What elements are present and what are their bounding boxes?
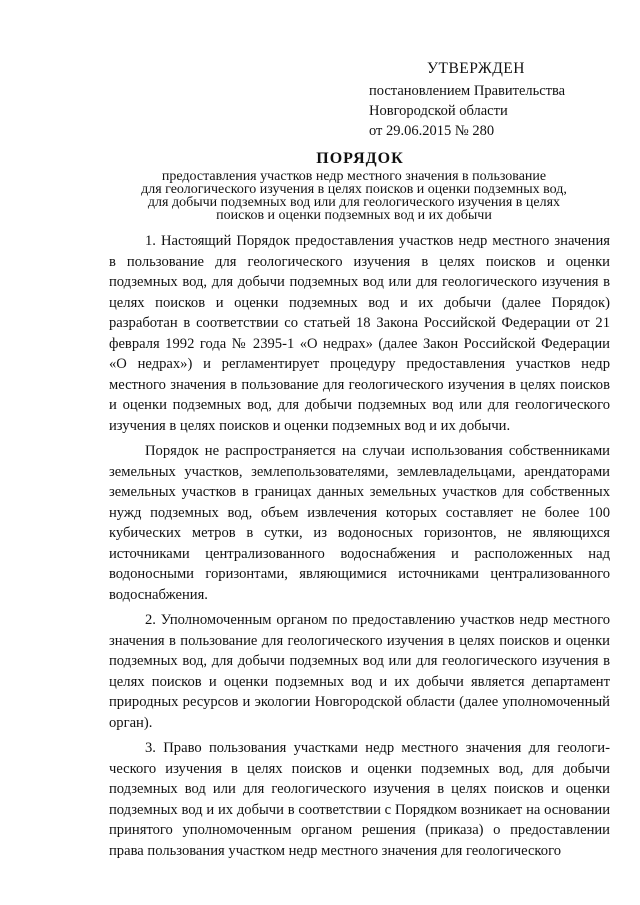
- subtitle-line: предоставления участков недр местного значения в пользование: [161, 169, 547, 184]
- paragraph-1-note: Порядок не распространяется на случаи использования собственниками земельных участков, землепользователями, землевладельцами, арендаторами земельных участков в границах данных земельных участков для собственных нужд подземных вод, объем извлечения которых составляет не более 100 кубических метров в сутки, из водоносных горизонтов, не являющихся источниками централизованного водоснабжения и расположенных над водоносными горизонтами, являющимися источниками централизованного водоснабжения.: [109, 443, 610, 603]
- document-title: ПОРЯДОК: [316, 150, 404, 167]
- approval-line: от 29.06.2015 № 280: [369, 123, 495, 139]
- subtitle-line: для геологического изучения в целях поисков и оценки подземных вод,: [141, 182, 567, 197]
- document-subtitle: [104, 170, 604, 222]
- paragraph-1: 1. Настоящий Порядок предоставления участков недр местного значения в пользование для геологического изучения в целях поисков и оценки подземных вод, для добычи подземных вод или для геологического изучения в целях поисков и оценки подземных вод и их добычи (далее Порядок) разработан в соответствии со статьей 18 Закона Российской Федерации от 21 февраля 1992 года № 2395-1 «О недрах» (далее Закон Российской Федерации «О недрах») и регламентирует процедуру предоставления участков недр местного значения в пользование для геологического изучения в целях поисков и оценки подземных вод, для добычи подземных вод или для геологического изучения в целях поисков и оценки подземных вод и их добычи.: [109, 233, 610, 434]
- subtitle-line: поисков и оценки подземных вод и их добычи: [216, 208, 492, 223]
- document-body: [109, 231, 610, 861]
- approval-line: Новгородской области: [369, 103, 508, 119]
- approval-heading: УТВЕРЖДЕН: [427, 60, 525, 77]
- approval-line: постановлением Правительства: [369, 83, 566, 99]
- paragraph-3: 3. Право пользования участками недр местного значения для геологического изучения в целях поисков и оценки подземных вод, для добычи подземных вод или для геологического изучения в целях поисков и оценки подземных вод и их добычи в соответствии с Порядком возникает на основании принятого уполномоченным органом решения (приказа) о предоставлении права пользования участком недр местного значения для геологического: [109, 740, 610, 859]
- paragraph-2: 2. Уполномоченным органом по предоставлению участков недр местного значения в пользование для геологического изучения в целях поисков и оценки подземных вод, для добычи подземных вод или для геологического изучения в целях поисков и оценки подземных вод и их добычи является департамент природных ресурсов и экологии Новгородской области (далее уполномоченный орган).: [109, 612, 610, 731]
- approval-stamp: [369, 59, 565, 141]
- subtitle-line: для добычи подземных вод или для геологического изучения в целях: [147, 195, 561, 210]
